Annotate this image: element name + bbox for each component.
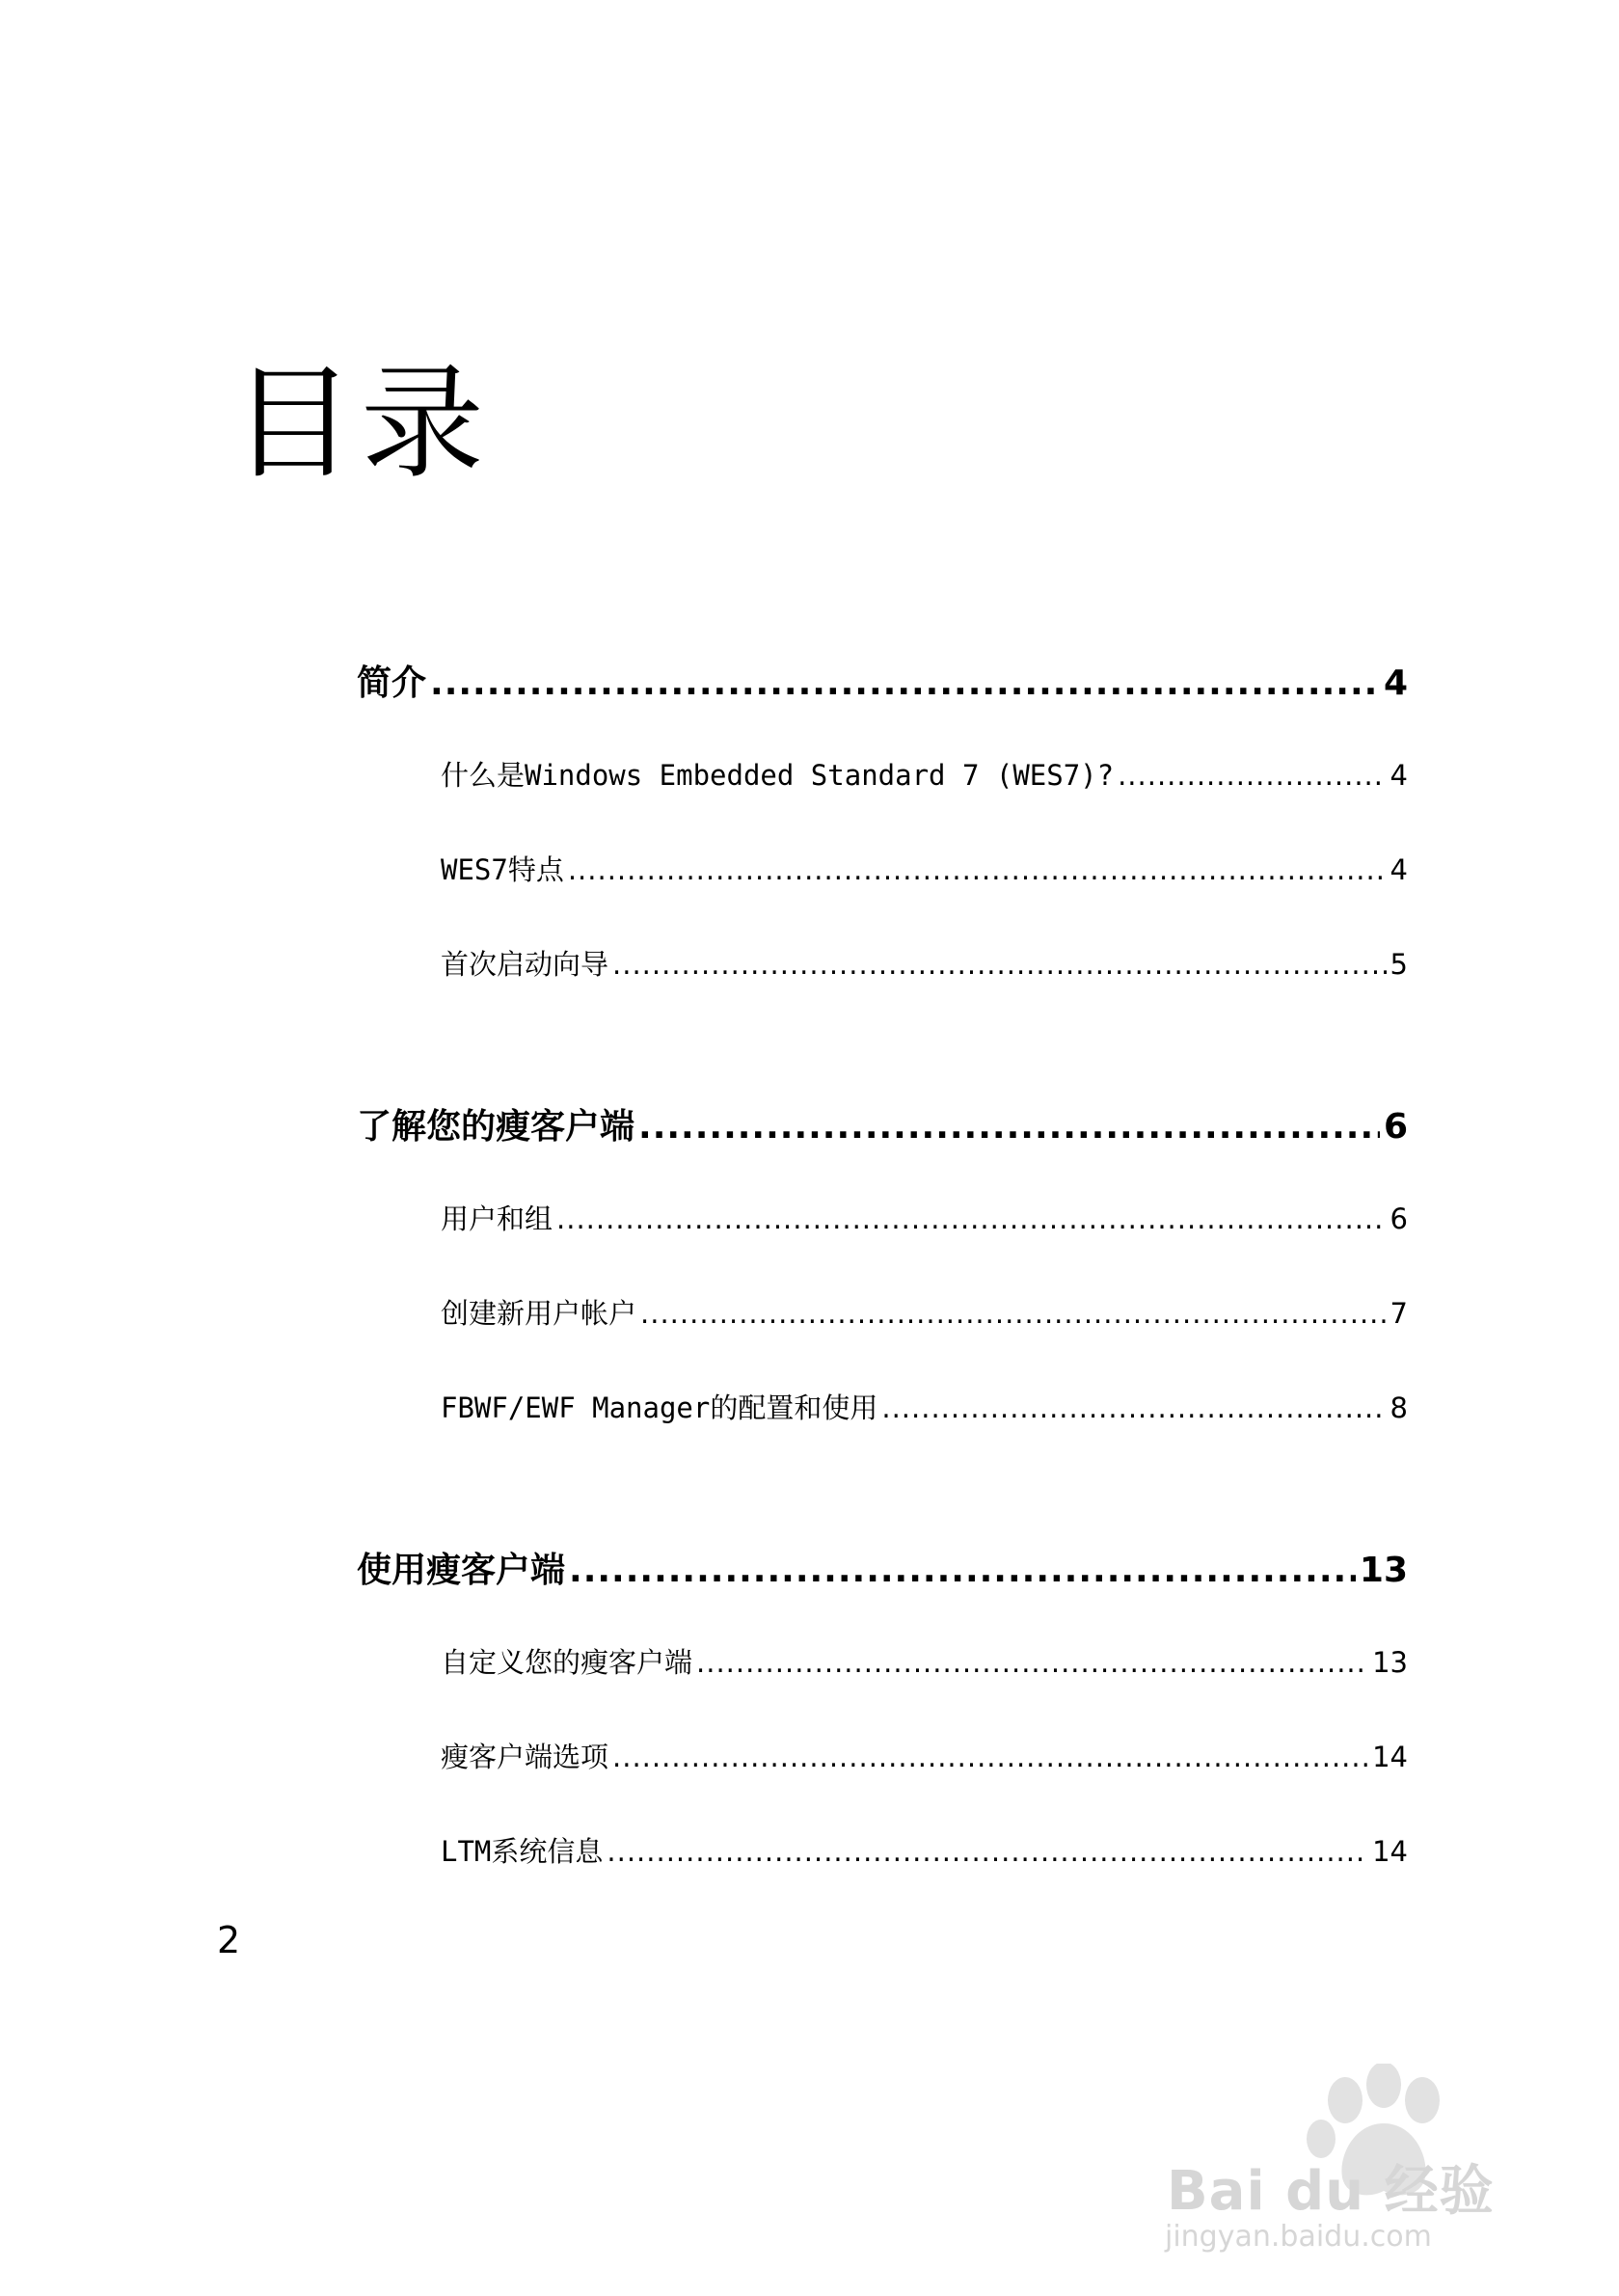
toc-page-number: 13 [1359, 1551, 1408, 1590]
toc-page-number: 6 [1383, 1107, 1408, 1147]
toc-entry[interactable] [357, 1387, 1408, 1427]
toc-entry-label: WES7特点 [441, 853, 564, 886]
dot-leader [607, 1835, 1368, 1868]
baidu-watermark [1147, 2064, 1533, 2256]
dot-leader [881, 1391, 1386, 1424]
toc-page-number: 8 [1390, 1391, 1408, 1424]
dot-leader [612, 1741, 1368, 1773]
toc-section-intro [357, 656, 1408, 984]
toc-heading[interactable] [357, 656, 1408, 706]
toc-heading-label: 使用瘦客户端 [357, 1551, 566, 1590]
toc-page-number: 5 [1390, 948, 1408, 981]
toc-heading[interactable] [357, 1099, 1408, 1149]
toc-entry-label: 用户和组 [441, 1202, 553, 1235]
toc-page-number: 4 [1390, 853, 1408, 886]
dot-leader [638, 1107, 1380, 1147]
toc-entry-label: FBWF/EWF Manager的配置和使用 [441, 1391, 878, 1424]
table-of-contents [357, 656, 1408, 1871]
toc-section-using [357, 1543, 1408, 1871]
toc-page-number: 4 [1383, 663, 1408, 703]
page-title: 目录 [231, 351, 491, 496]
dot-leader [556, 1202, 1387, 1235]
toc-page-number: 14 [1372, 1741, 1408, 1773]
toc-page-number: 13 [1372, 1646, 1408, 1679]
dot-leader [430, 663, 1380, 703]
toc-entry[interactable] [357, 1736, 1408, 1776]
page-number: 2 [217, 1919, 241, 1961]
dot-leader [568, 853, 1387, 886]
toc-entry[interactable] [357, 754, 1408, 795]
toc-entry[interactable] [357, 943, 1408, 984]
toc-entry[interactable] [357, 1641, 1408, 1682]
toc-page-number: 7 [1390, 1297, 1408, 1330]
toc-entry[interactable] [357, 1292, 1408, 1333]
toc-entry[interactable] [357, 1198, 1408, 1238]
watermark-brand: Bai du 经验 [1167, 2160, 1495, 2223]
toc-page-number: 6 [1390, 1202, 1408, 1235]
toc-section-thin-client [357, 1099, 1408, 1427]
toc-entry[interactable] [357, 1830, 1408, 1871]
dot-leader [1118, 759, 1386, 792]
toc-heading[interactable] [357, 1543, 1408, 1593]
toc-page-number: 14 [1372, 1835, 1408, 1868]
toc-entry-label: 首次启动向导 [441, 948, 609, 981]
watermark-url: jingyan.baidu.com [1165, 2220, 1432, 2254]
toc-page-number: 4 [1390, 759, 1408, 792]
toc-entry-label: 自定义您的瘦客户端 [441, 1646, 693, 1679]
toc-entry-label: 创建新用户帐户 [441, 1297, 637, 1330]
dot-leader [696, 1646, 1368, 1679]
toc-entry-label: LTM系统信息 [441, 1835, 604, 1868]
toc-entry-label: 瘦客户端选项 [441, 1741, 609, 1773]
toc-heading-label: 了解您的瘦客户端 [357, 1107, 635, 1147]
toc-heading-label: 简介 [357, 663, 427, 703]
dot-leader [612, 948, 1387, 981]
dot-leader [569, 1551, 1356, 1590]
toc-entry-label: 什么是Windows Embedded Standard 7 (WES7)? [441, 759, 1115, 792]
dot-leader [640, 1297, 1387, 1330]
toc-entry[interactable] [357, 849, 1408, 889]
